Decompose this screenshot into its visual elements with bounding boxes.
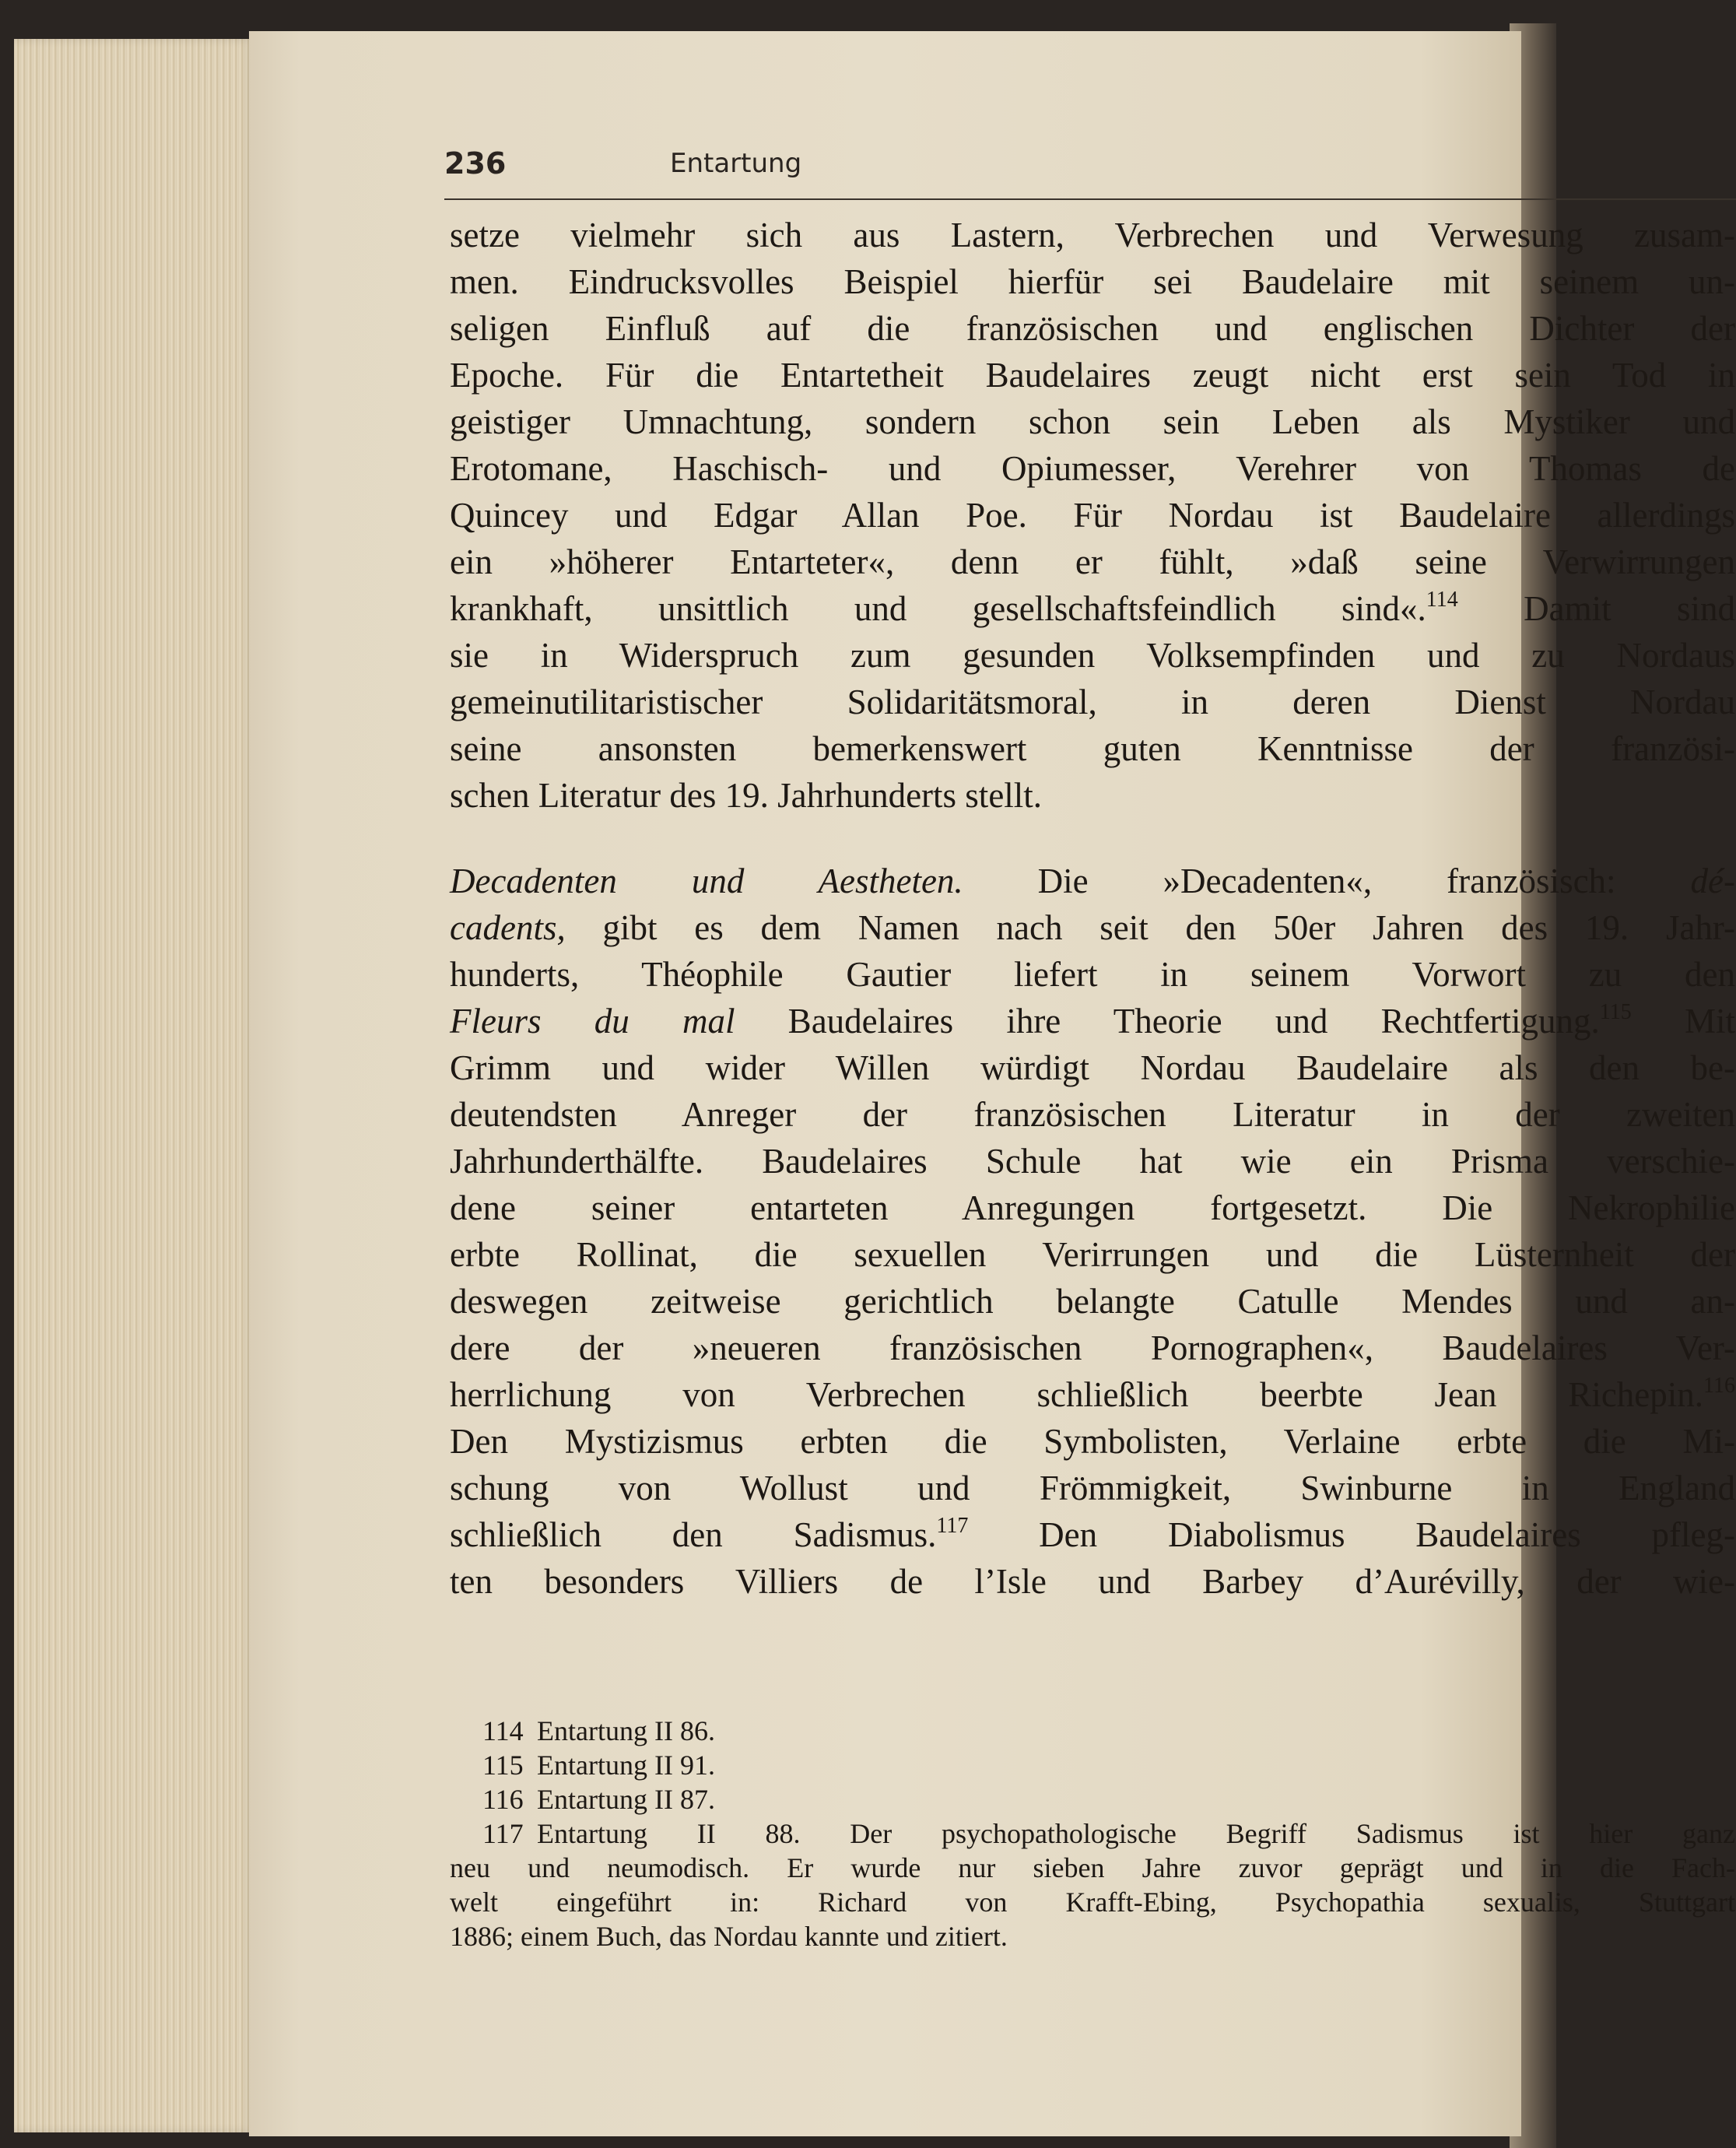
running-title: Entartung bbox=[670, 148, 802, 179]
text-line: dene seiner entarteten Anregungen fortgesetzt. Die Nekrophilie bbox=[450, 1188, 1735, 1227]
footnote-continuation: neu und neumodisch. Er wurde nur sieben Jahre zuvor geprägt und in die Fach- bbox=[450, 1852, 1735, 1883]
text-line: schließlich den Sadismus.$^{117}$ Den Diabolismus Baudelaires pfleg- bbox=[450, 1514, 1735, 1554]
footnote-number: 114 bbox=[482, 1715, 524, 1746]
text-line: Epoche. Für die Entartetheit Baudelaires zeugt nicht erst sein Tod in bbox=[450, 356, 1735, 395]
footnote-number: 115 bbox=[482, 1750, 524, 1781]
footnote-117: 117 Entartung II 88. Der psychopathologische Begriff Sadismus ist hier ganz bbox=[450, 1816, 1735, 1851]
footnote-116: 116 Entartung II 87. bbox=[450, 1782, 1735, 1816]
text-line: gemeinutilitaristischer Solidaritätsmoral, in deren Dienst Nordau bbox=[450, 683, 1735, 721]
text-line: krankhaft, unsittlich und gesellschaftsfeindlich sind«.$^{114}$ Damit sind bbox=[450, 588, 1736, 628]
text-line: men. Eindrucksvolles Beispiel hierfür sei Baudelaire mit seinem un- bbox=[450, 262, 1735, 301]
text-line: Jahrhunderthälfte. Baudelaires Schule hat wie ein Prisma verschie- bbox=[450, 1142, 1735, 1181]
footnote-number: 116 bbox=[482, 1784, 524, 1815]
text-line: deswegen zeitweise gerichtlich belangte Catulle Mendes und an- bbox=[450, 1282, 1735, 1321]
footnote-ref-114[interactable]: 114 bbox=[1426, 588, 1458, 612]
footnote-continuation: welt eingeführt in: Richard von Krafft-Ebing, Psychopathia sexualis, Stuttgart bbox=[450, 1887, 1735, 1918]
page-edges bbox=[14, 39, 255, 2132]
text-line: hunderts, Théophile Gautier liefert in seinem Vorwort zu den bbox=[450, 955, 1735, 994]
footnote-114: 114 Entartung II 86. bbox=[450, 1714, 1735, 1748]
text-line: dere der »neueren französischen Pornographen«, Baudelaires Ver- bbox=[450, 1328, 1735, 1367]
text-line: ein »höherer Entarteter«, denn er fühlt, »daß seine Verwirrungen bbox=[450, 542, 1735, 581]
text-line: setze vielmehr sich aus Lastern, Verbrechen und Verwesung zusam- bbox=[450, 216, 1735, 254]
text-line: Fleurs du mal Baudelaires ihre Theorie und Rechtfertigung.$^{115}$ Mit bbox=[450, 1000, 1735, 1041]
text-line: Erotomane, Haschisch- und Opiumesser, Verehrer von Thomas de bbox=[450, 449, 1735, 488]
section-heading: Decadenten und Aestheten. bbox=[450, 862, 963, 900]
header-rule bbox=[444, 198, 1736, 200]
text-line: schung von Wollust und Frömmigkeit, Swinburne in England bbox=[450, 1469, 1735, 1507]
text-line: seligen Einfluß auf die französischen und englischen Dichter der bbox=[450, 309, 1735, 348]
text-line: cadents, gibt es dem Namen nach seit den 50er Jahren des 19. Jahr- bbox=[450, 908, 1735, 947]
text-line: geistiger Umnachtung, sondern schon sein Leben als Mystiker und bbox=[450, 402, 1735, 441]
footnote-continuation: 1886; einem Buch, das Nordau kannte und zitiert. bbox=[450, 1921, 1008, 1952]
text-line: seine ansonsten bemerkenswert guten Kenntnisse der französi- bbox=[450, 729, 1735, 768]
footnote-ref-116[interactable]: 116 bbox=[1703, 1374, 1735, 1398]
running-head bbox=[444, 125, 1736, 195]
footnote-ref-115[interactable]: 115 bbox=[1599, 1000, 1632, 1024]
footnote-number: 117 bbox=[482, 1818, 524, 1849]
text-line: Den Mystizismus erbten die Symbolisten, Verlaine erbte die Mi- bbox=[450, 1422, 1735, 1461]
footnote-115: 115 Entartung II 91. bbox=[450, 1748, 1735, 1782]
page-number: 236 bbox=[444, 146, 507, 181]
text-line: erbte Rollinat, die sexuellen Verirrungen und die Lüsternheit der bbox=[450, 1235, 1735, 1274]
text-line: ten besonders Villiers de l’Isle und Barbey d’Aurévilly, der wie- bbox=[450, 1562, 1735, 1601]
text-line: schen Literatur des 19. Jahrhunderts stellt. bbox=[450, 776, 1043, 815]
text-line: Grimm und wider Willen würdigt Nordau Baudelaire als den be- bbox=[450, 1048, 1735, 1087]
text-line: herrlichung von Verbrechen schließlich beerbte Jean Richepin.$^{116}$ bbox=[450, 1374, 1735, 1414]
text-line: deutendsten Anreger der französischen Literatur in der zweiten bbox=[450, 1095, 1735, 1134]
footnote-ref-117[interactable]: 117 bbox=[936, 1514, 969, 1538]
text-line: sie in Widerspruch zum gesunden Volksempfinden und zu Nordaus bbox=[450, 636, 1735, 675]
text-line: Decadenten und Aestheten. Die »Decadenten«, französisch: dé- bbox=[450, 862, 1735, 900]
page bbox=[249, 31, 1736, 2136]
text-line: Quincey und Edgar Allan Poe. Für Nordau ist Baudelaire allerdings bbox=[450, 496, 1735, 535]
